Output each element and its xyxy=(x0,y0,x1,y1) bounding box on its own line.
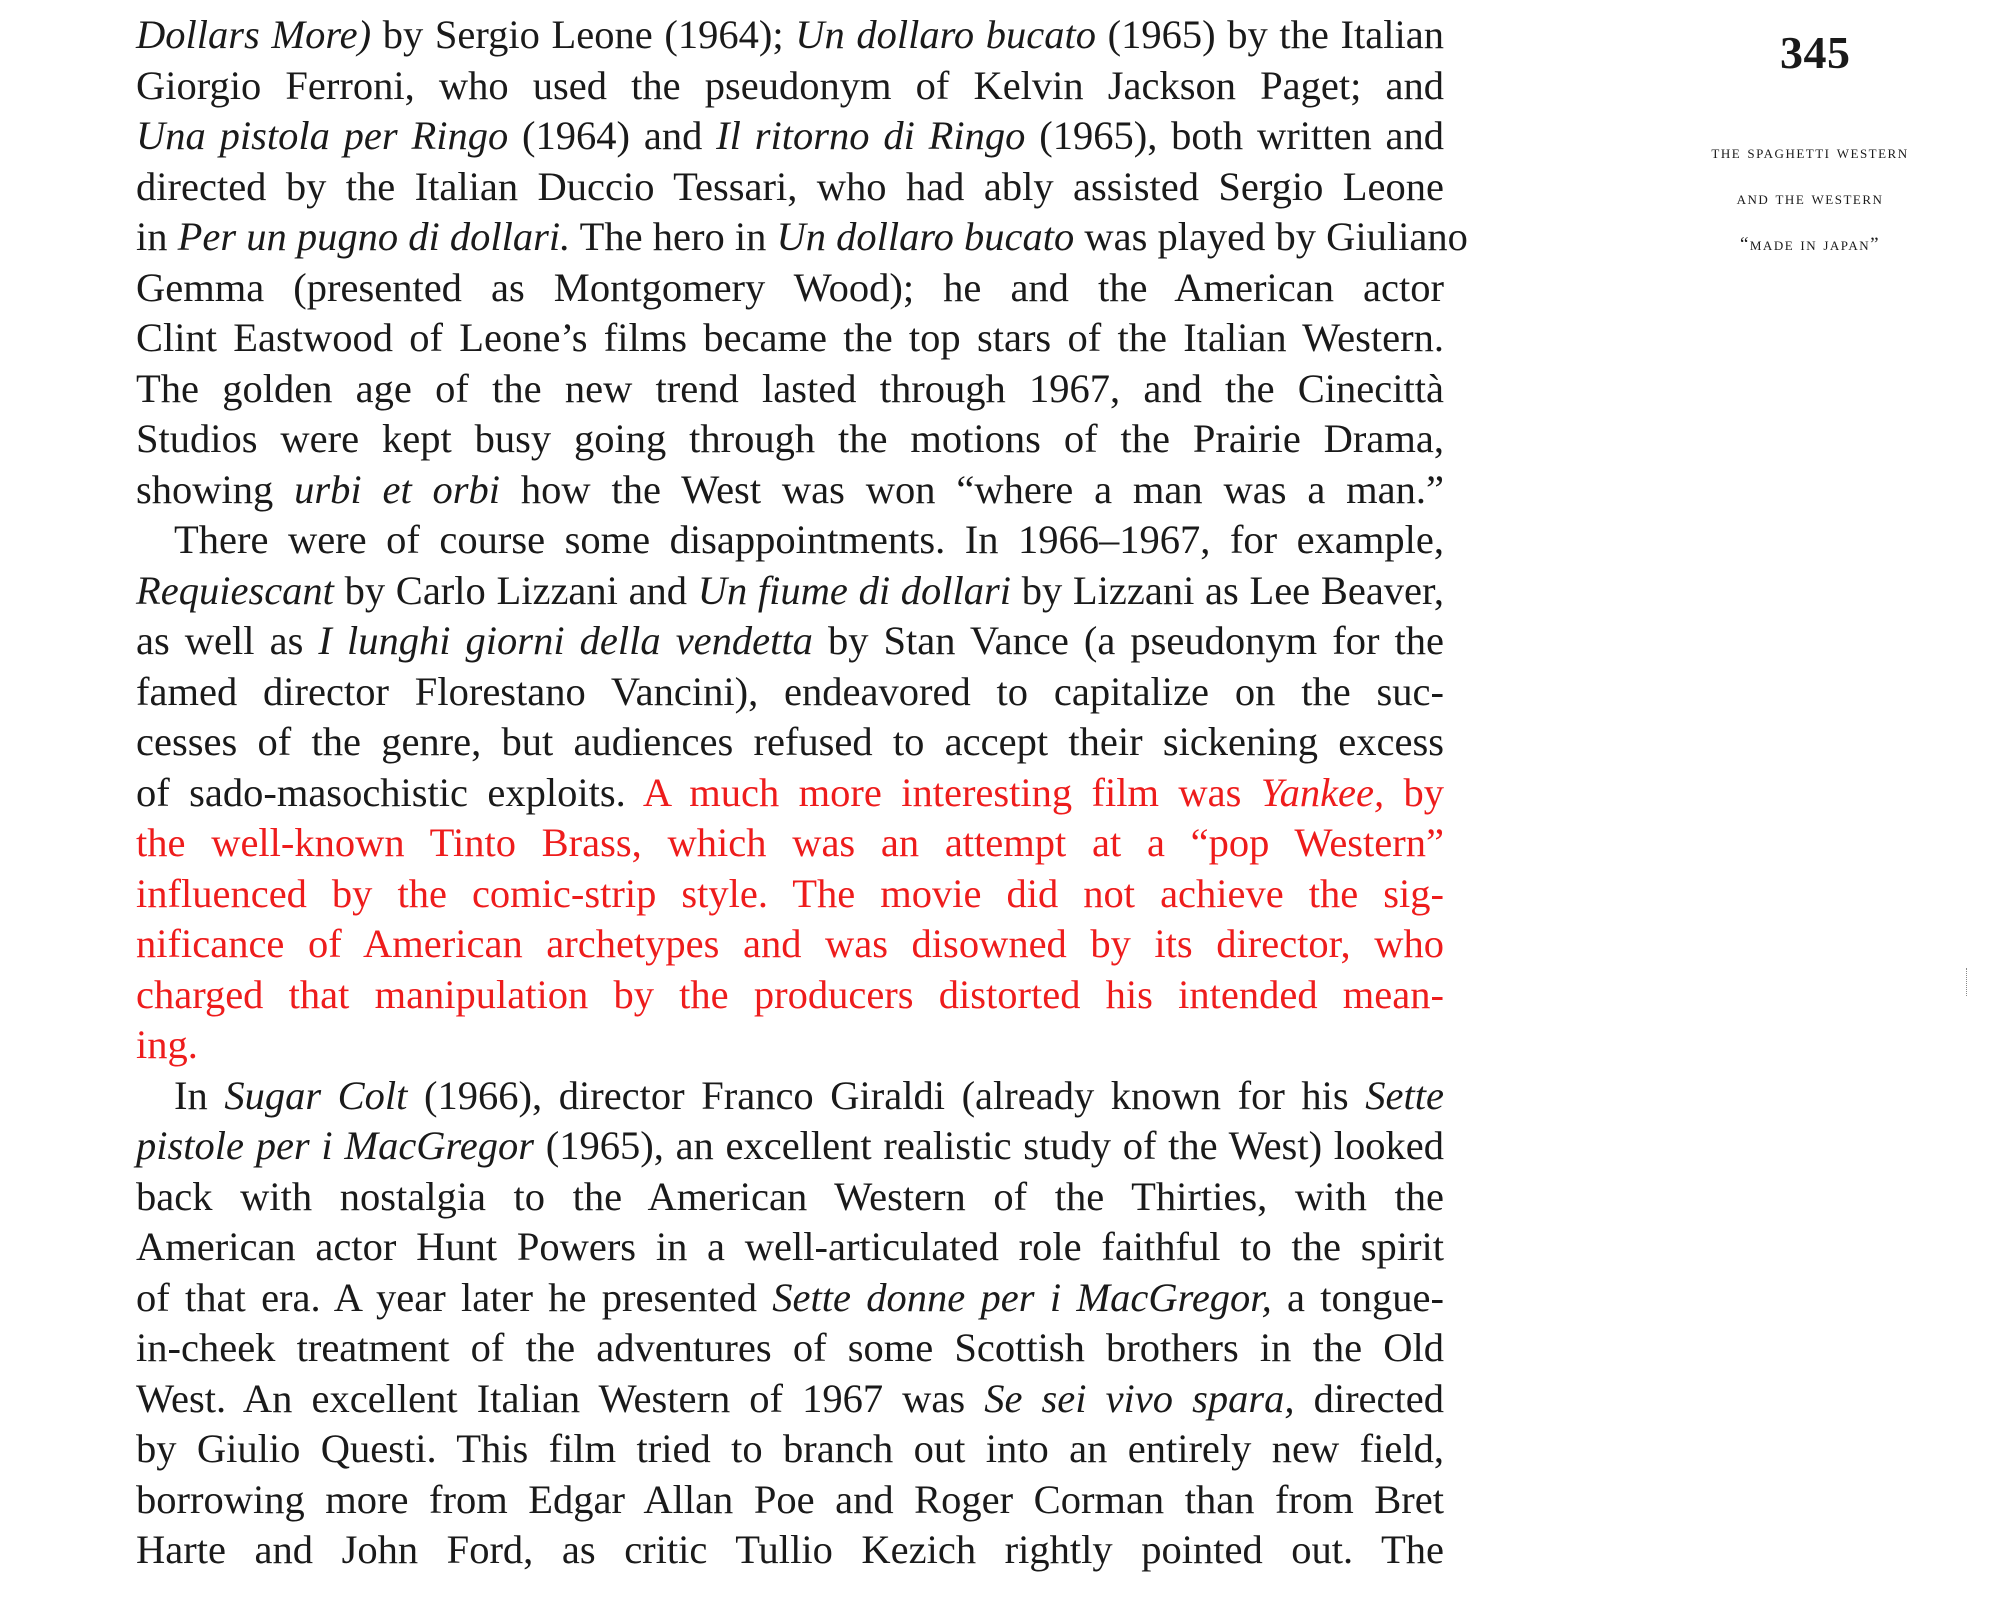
text-line: directed by the Italian Duccio Tessari, who had ably assisted Sergio Leone xyxy=(136,163,1444,209)
text-line: The golden age of the new trend lasted through 1967, and the Cinecittà xyxy=(136,365,1444,411)
text-line: back with nostalgia to the American Western of the Thirties, with the xyxy=(136,1173,1444,1219)
text-line: Clint Eastwood of Leone’s films became the top stars of the Italian Western. xyxy=(136,315,1444,360)
text-line: In Sugar Colt (1966), director Franco Giraldi (already known for his Sette xyxy=(174,1072,1444,1118)
highlighted-text: by xyxy=(1384,769,1444,815)
highlighted-text: Yankee, xyxy=(1260,769,1385,815)
text-line: pistole per i MacGregor (1965), an excellent realistic study of the West) looked xyxy=(136,1123,1444,1168)
highlighted-text-line: charged that manipulation by the producers distorted his intended mean- xyxy=(136,971,1444,1017)
text-line: borrowing more from Edgar Allan Poe and Roger Corman than from Bret xyxy=(136,1476,1444,1522)
text-line: famed director Florestano Vancini), endeavored to capitalize on the suc- xyxy=(136,668,1444,714)
running-head-line-1: the spaghetti western xyxy=(1711,142,1909,163)
highlighted-text: A much more interesting film was xyxy=(642,769,1261,815)
text-line: Requiescant by Carlo Lizzani and Un fiume di dollari by Lizzani as Lee Beaver, xyxy=(136,567,1445,613)
text-line: There were of course some disappointments. In 1966–1967, for example, xyxy=(174,517,1444,562)
running-head-line-2: and the western xyxy=(1736,188,1884,209)
scan-artifact-mark xyxy=(1966,968,1969,996)
text-line: by Giulio Questi. This film tried to branch out into an entirely new field, xyxy=(136,1426,1444,1471)
text-line: in-cheek treatment of the adventures of some Scottish brothers in the Old xyxy=(136,1325,1444,1370)
text-line: of sado-masochistic exploits. A much more interesting film was Yankee, by xyxy=(136,769,1444,815)
text-line: in Per un pugno di dollari. The hero in Un dollaro bucato was played by Giuliano xyxy=(136,214,1468,259)
text-line: American actor Hunt Powers in a well-articulated role faithful to the spirit xyxy=(136,1224,1444,1269)
body-text xyxy=(136,10,1468,1576)
text-line: Dollars More) by Sergio Leone (1964); Un dollaro bucato (1965) by the Italian xyxy=(136,12,1444,57)
highlighted-text-line: nificance of American archetypes and was disowned by its director, who xyxy=(136,921,1444,966)
text-line: Harte and John Ford, as critic Tullio Kezich rightly pointed out. The xyxy=(136,1527,1444,1572)
text-line: West. An excellent Italian Western of 1967 was Se sei vivo spara, directed xyxy=(136,1375,1444,1421)
text-line: Gemma (presented as Montgomery Wood); he and the American actor xyxy=(136,264,1444,310)
highlighted-text-line: influenced by the comic-strip style. The movie did not achieve the sig- xyxy=(136,870,1444,916)
running-head xyxy=(1640,130,1980,268)
text-line: showing urbi et orbi how the West was won “where a man was a man.” xyxy=(136,466,1444,512)
highlighted-text-line: the well-known Tinto Brass, which was an attempt at a “pop Western” xyxy=(136,820,1444,865)
text-line: Una pistola per Ringo (1964) and Il ritorno di Ringo (1965), both written and xyxy=(136,113,1445,158)
running-head-line-3: “made in japan” xyxy=(1739,234,1881,255)
text-line: Giorgio Ferroni, who used the pseudonym of Kelvin Jackson Paget; and xyxy=(136,62,1444,108)
text-line: of that era. A year later he presented Sette donne per i MacGregor, a tongue- xyxy=(136,1274,1445,1320)
page-number: 345 xyxy=(1780,27,1851,78)
highlighted-text-line: ing. xyxy=(136,1022,198,1067)
text-line: cesses of the genre, but audiences refused to accept their sickening excess xyxy=(136,719,1444,764)
text-line: as well as I lunghi giorni della vendetta by Stan Vance (a pseudonym for the xyxy=(136,618,1445,663)
text-line: Studios were kept busy going through the motions of the Prairie Drama, xyxy=(136,416,1444,461)
